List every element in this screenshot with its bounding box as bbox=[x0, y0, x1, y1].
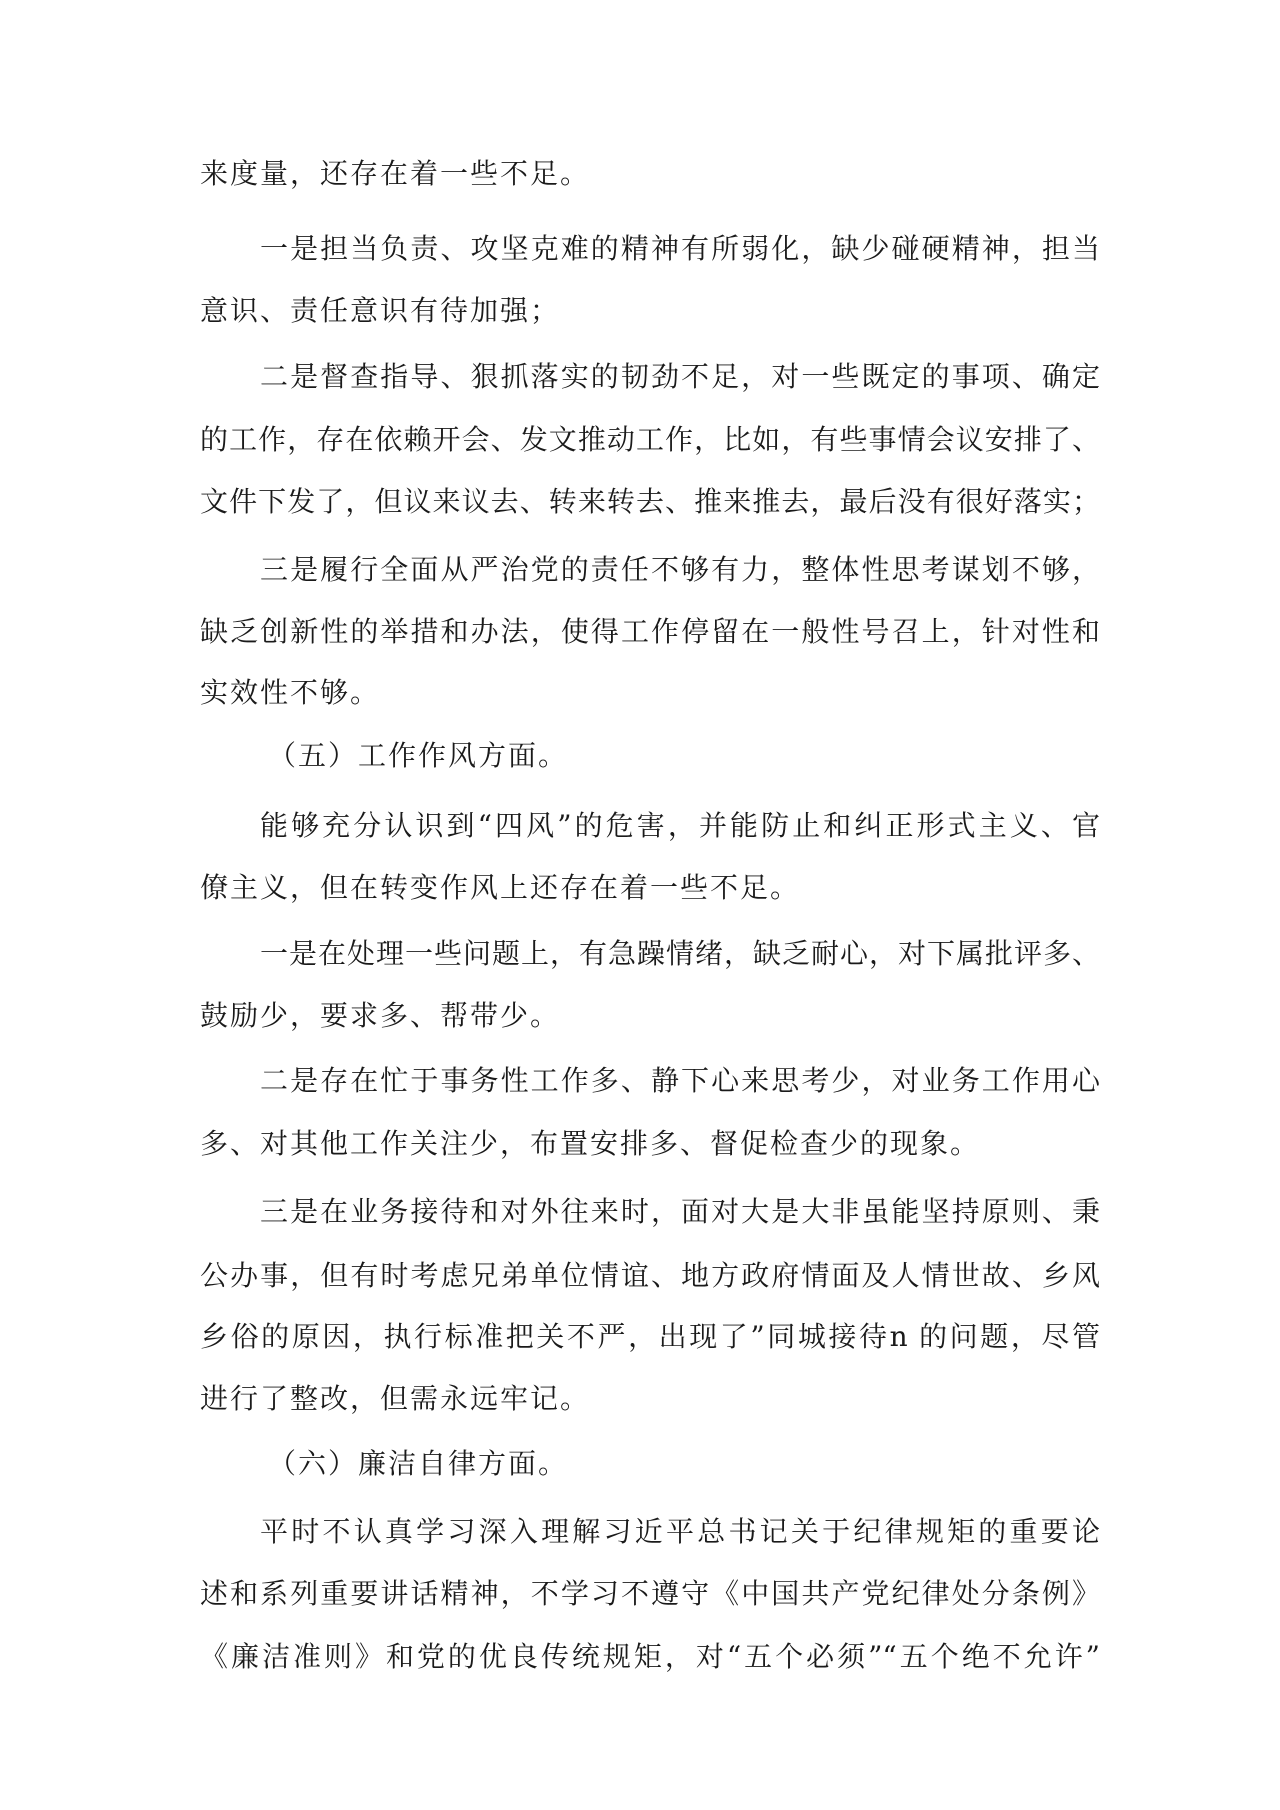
text-line: 来度量，还存在着一些不足。 bbox=[200, 157, 591, 190]
text-line: 《廉洁准则》和党的优良传统规矩，对“五个必须”“五个绝不允许” bbox=[200, 1640, 1100, 1673]
text-line: 二是督查指导、狠抓落实的韧劲不足，对一些既定的事项、确定 bbox=[260, 360, 1100, 393]
text-line: 能够充分认识到“四风”的危害，并能防止和纠正形式主义、官 bbox=[260, 809, 1100, 842]
text-line: 一是担当负责、攻坚克难的精神有所弱化，缺少碰硬精神，担当 bbox=[260, 232, 1100, 265]
text-line: 的工作，存在依赖开会、发文推动工作，比如，有些事情会议安排了、 bbox=[200, 423, 1100, 456]
text-line: 鼓励少，要求多、帮带少。 bbox=[200, 999, 561, 1032]
text-line: 文件下发了，但议来议去、转来转去、推来推去，最后没有很好落实； bbox=[200, 485, 1100, 518]
text-line: 缺乏创新性的举措和办法，使得工作停留在一般性号召上，针对性和 bbox=[200, 615, 1100, 648]
text-line: 意识、责任意识有待加强； bbox=[200, 294, 561, 327]
text-line: 公办事，但有时考虑兄弟单位情谊、地方政府情面及人情世故、乡风 bbox=[200, 1259, 1100, 1292]
text-line: 三是在业务接待和对外往来时，面对大是大非虽能坚持原则、秉 bbox=[260, 1195, 1100, 1228]
text-line: 三是履行全面从严治党的责任不够有力，整体性思考谋划不够， bbox=[260, 553, 1100, 586]
text-line: 僚主义，但在转变作风上还存在着一些不足。 bbox=[200, 871, 801, 904]
text-line: 二是存在忙于事务性工作多、静下心来思考少，对业务工作用心 bbox=[260, 1064, 1100, 1097]
section-heading: （六）廉洁自律方面。 bbox=[268, 1447, 569, 1480]
text-line: 实效性不够。 bbox=[200, 676, 381, 709]
text-line: 一是在处理一些问题上，有急躁情绪，缺乏耐心，对下属批评多、 bbox=[260, 937, 1100, 970]
text-line: 进行了整改，但需永远牢记。 bbox=[200, 1382, 591, 1415]
text-line: 乡俗的原因，执行标准把关不严，出现了”同城接待n 的问题，尽管 bbox=[200, 1320, 1100, 1353]
text-line: 平时不认真学习深入理解习近平总书记关于纪律规矩的重要论 bbox=[260, 1515, 1100, 1548]
text-line: 述和系列重要讲话精神，不学习不遵守《中国共产党纪律处分条例》 bbox=[200, 1577, 1100, 1610]
text-line: 多、对其他工作关注少，布置安排多、督促检查少的现象。 bbox=[200, 1127, 981, 1160]
section-heading: （五）工作作风方面。 bbox=[268, 739, 569, 772]
